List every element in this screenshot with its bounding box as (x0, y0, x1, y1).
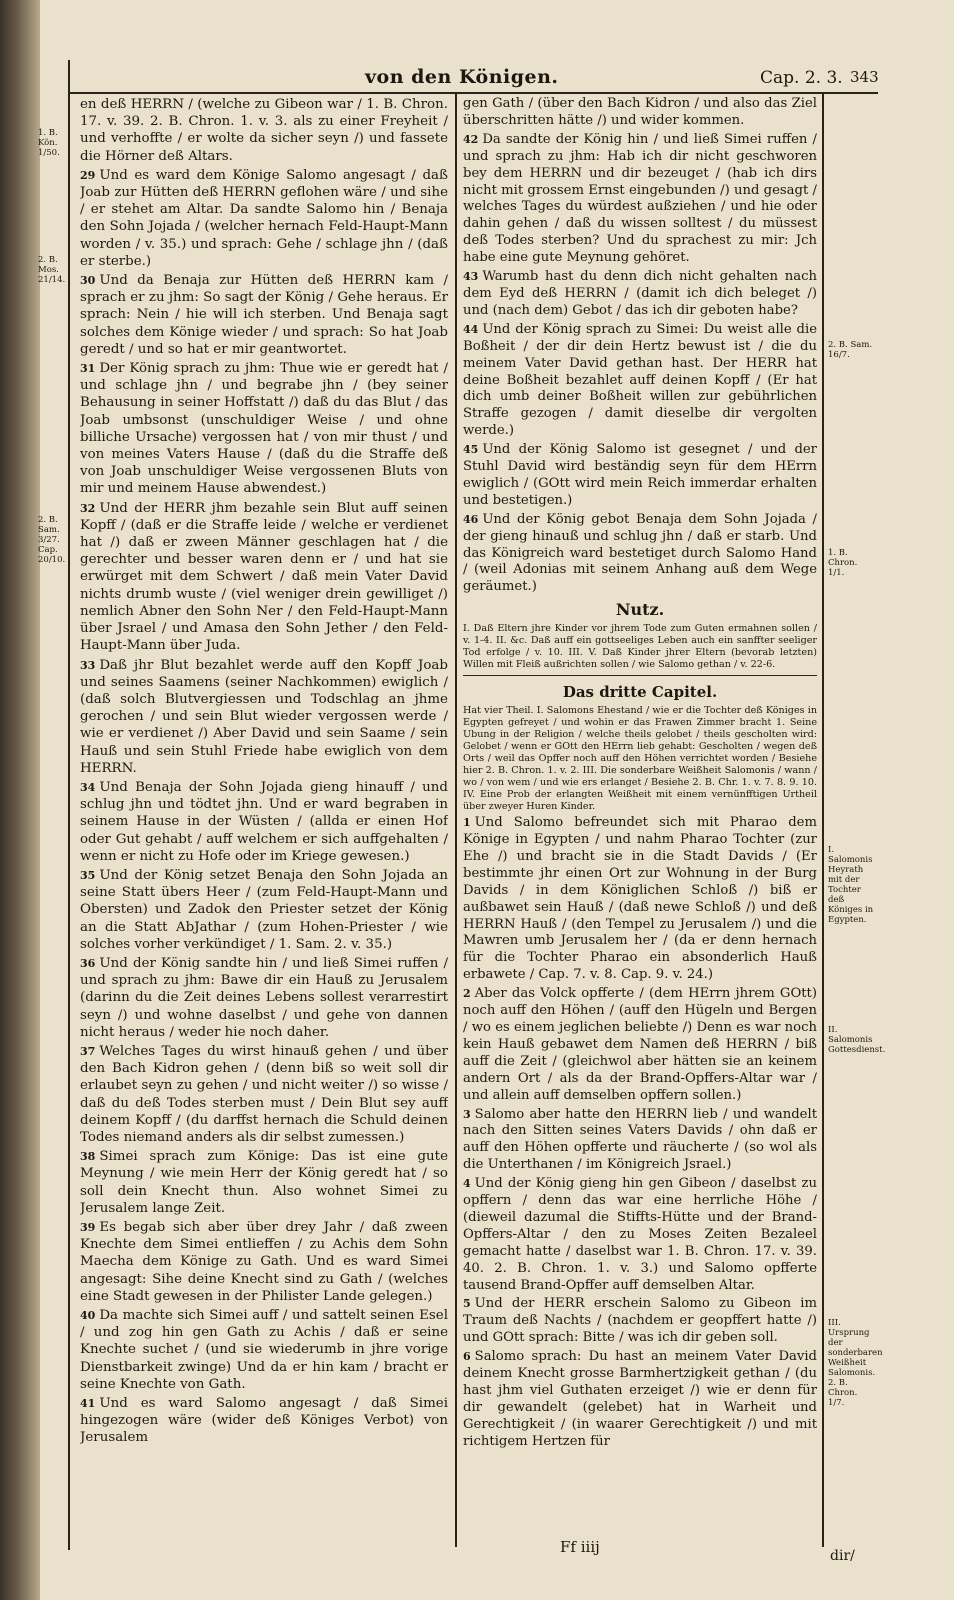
verse: 34 Und Benaja der Sohn Jojada gieng hinauff / und schlug jhn und tödtet jhn. Und er ward begraben in seinem Hause in der Wüsten / (allda er einen Hof oder Gut gehabt / auff welchem er sich auffgehalten / wenn er nicht zu Hofe oder im Kriege gewesen.) (80, 779, 448, 864)
left-column (80, 96, 448, 1546)
verse: 35 Und der König setzet Benaja den Sohn Jojada an seine Statt übers Heer / (zum Feld-Haupt-Mann und Obersten) und Zadok den Priester setzet der König an die Statt AbJathar / (zum Hohen-Priester / wie solches vorher verkündiget / 1. Sam. 2. v. 35.) (80, 867, 448, 952)
verse: 4 Und der König gieng hin gen Gibeon / daselbst zu opffern / denn das war eine herrliche Höhe / (dieweil dazumal die Stiffts-Hütte und der Brand-Opffers-Altar / den zu Moses Zeiten Bezaleel gemacht hatte / daselbst war 1. B. Chron. 17. v. 39. 40. 2. B. Chron. 1. v. 3.) und Salomo opfferte tausend Brand-Opffer auff demselben Altar. (463, 1176, 817, 1293)
verse: 29 Und es ward dem Könige Salomo angesagt / daß Joab zur Hütten deß HERRN geflohen wäre / und sihe / er stehet am Altar. Da sandte Salomo hin / Benaja den Sohn Jojada / (welcher hernach Feld-Haupt-Mann worden / v. 35.) und sprach: Gehe / schlage jhn / (daß er sterbe.) (80, 167, 448, 269)
verse: 45 Und der König Salomo ist gesegnet / und der Stuhl David wird beständig seyn für dem HErrn ewiglich / (GOtt wird mein Reich immerdar erhalten und bestetigen.) (463, 442, 817, 508)
right-margin-note: II. Salomonis Gottesdienst. (828, 1025, 886, 1055)
verse: 6 Salomo sprach: Du hast an meinem Vater David deinem Knecht grosse Barmhertzigkeit gethan / (du hast jhm viel Guthaten erzeiget /) wie er denn für dir gewandelt (gelebet) hat in Warheit und Gerechtigkeit / (in waarer Gerechtigkeit /) und mit richtigem Hertzen für (463, 1349, 817, 1449)
verse: 5 Und der HERR erschein Salomo zu Gibeon im Traum deß Nachts / (nachdem er geopffert hatte /) und GOtt sprach: Bitte / was ich dir geben soll. (463, 1296, 817, 1346)
verse: 43 Warumb hast du denn dich nicht gehalten nach dem Eyd deß HERRN / (damit ich dich beleget /) und (nach dem) Gebot / das ich dir geboten habe? (463, 269, 817, 318)
verse: 38 Simei sprach zum Könige: Das ist eine gute Meynung / wie mein Herr der König geredt hat / so soll dein Knecht thun. Also wohnet Simei zu Jerusalem lange Zeit. (80, 1149, 448, 1216)
right-margin-note: I. Salomonis Heyrath mit der Tochter deß Königes in Egypten. (828, 845, 874, 925)
nutz-text: I. Daß Eltern jhre Kinder vor jhrem Tode zum Guten ermahnen sollen / v. 1-4. II. &c. Daß auff ein gottseeliges Leben auch ein sanffter seeliger Tod erfolge / v. 10. III. V. Daß Kinder jhrer Eltern (bevorab letzten) Willen mit Fleiß außrichten sollen / wie Salomo gethan / v. 22-6. (463, 623, 817, 671)
chapter-ref: Cap. 2. 3. (760, 68, 843, 88)
nutz-heading: Nutz. (615, 600, 665, 620)
catchword: dir/ (830, 1548, 855, 1564)
verse: 42 Da sandte der König hin / und ließ Simei ruffen / und sprach zu jhm: Hab ich dir nicht geschworen bey dem HERRN und dir bezeuget / (hab ich dirs nicht mit grossem Ernst eingebunden /) und gesagt / welches Tages du würdest außziehen / und hie oder dahin gehen / daß du wissen solltest / du müssest deß Todes sterben? Und du sprachest zu mir: Jch habe eine gute Meynung gehöret. (463, 131, 817, 266)
center-rule (455, 92, 457, 1547)
page-number: 343 (850, 68, 879, 86)
verse: 1 Und Salomo befreundet sich mit Pharao dem Könige in Egypten / und nahm Pharao Tochter (zur Ehe /) und bracht sie in die Stadt Davids / (Er bestimmte jhr einen Ort zur Wohnung in der Burg Davids / in dem Königlichen Schloß /) biß er außbawet sein Hauß / (daß newe Schloß /) und deß HERRN Hauß / (den Tempel zu Jerusalem /) und die Mawren umb Jerusalem her / (da er denn hernach für die Tochter Pharao ein absonderlich Hauß erbawete / Cap. 7. v. 8. Cap. 9. v. 24.) (463, 815, 817, 983)
verse: 41 Und es ward Salomo angesagt / daß Simei hingezogen wäre (wider deß Königes Verbot) von Jerusalem (80, 1396, 448, 1446)
chapter-summary: Hat vier Theil. I. Salomons Ehestand / wie er die Tochter deß Königes in Egypten gefreyet / und wohin er das Frawen Zimmer bracht 1. Seine Ubung in der Religion / welche theils gelobet / theils gescholten wird: Gelobet / wenn er GOtt den HErrn lieb gehabt: Gescholten / wegen deß Orts / weil das Opffer noch auff den Höhen verrichtet worden / Besiehe hier 2. B. Chron. 1. v. 2. III. Die sonderbare Weißheit Salomonis / wann / wo / von wem / und wie ers erlanget / Besiehe 2. B. Chr. 1. v. 7. 8. 9. 10. IV. Eine Prob der erlangten Weißheit mit einem vernünfftigen Urtheil über zweyer Huren Kinder. (463, 705, 817, 813)
right-margin-note: 1. B. Chron. 1/1. (828, 548, 858, 578)
book-gutter (0, 0, 40, 1600)
header-rule (68, 92, 878, 94)
chapter-heading: Das dritte Capitel. (562, 683, 718, 702)
left-margin-note: 2. B. Sam. 3/27. Cap. 20/10. (38, 515, 66, 565)
verse: 44 Und der König sprach zu Simei: Du weist alle die Boßheit / der dir dein Hertz bewust ist / die du meinem Vater David gethan hast. Der HERR hat deine Boßheit bezahlet auff deinen Kopff / (Er hat dich umb deiner Boßheit willen zur gebührlichen Straffe gezogen / damit dieselbe dir vergolten werde.) (463, 321, 817, 439)
verse: 30 Und da Benaja zur Hütten deß HERRN kam / sprach er zu jhm: So sagt der König / Gehe heraus. Er sprach: Nein / hie will ich sterben. Und Benaja sagt solches dem Könige wieder / und sprach: So hat Joab geredt / und so hat er mir geantwortet. (80, 273, 448, 357)
left-margin-note: 2. B. Mos. 21/14. (38, 255, 66, 285)
running-title: von den Königen. (365, 66, 559, 88)
verse: gen Gath / (über den Bach Kidron / und also das Ziel überschritten hätte /) und wider kommen. (463, 96, 817, 128)
verse: en deß HERRN / (welche zu Gibeon war / 1. B. Chron. 17. v. 39. 2. B. Chron. 1. v. 3. als zu einer Freyheit / und verhoffte / er wolte da sicher seyn /) und fassete die Hörner deß Altars. (80, 97, 448, 164)
verse: 33 Daß jhr Blut bezahlet werde auff den Kopff Joab und seines Saamens (seiner Nachkommen) ewiglich / (daß solch Blutvergiessen und Todschlag an jhme gerochen / und sein Blut wieder vergossen werde / wie er verdienet /) Aber David und sein Saame / sein Hauß und sein Stuhl Friede habe ewiglich von dem HERRN. (80, 657, 448, 776)
verse: 36 Und der König sandte hin / und ließ Simei ruffen / und sprach zu jhm: Bawe dir ein Hauß zu Jerusalem (darinn du die Zeit deines Lebens sollest verarrestirt seyn /) und wohne daselbst / und gehe von dannen nicht heraus / weder hie noch daher. (80, 955, 448, 1040)
signature-mark: Ff iiij (560, 1538, 600, 1556)
right-margin-note: III. Ursprung der sonderbaren Weißheit Salomonis. 2. B. Chron. 1/7. (828, 1318, 883, 1408)
verse: 3 Salomo aber hatte den HERRN lieb / und wandelt nach den Sitten seines Vaters Davids / ohn daß er auff den Höhen opfferte und räucherte / (so wol als die Unterthanen / im Königreich Jsrael.) (463, 1106, 817, 1173)
verse: 46 Und der König gebot Benaja dem Sohn Jojada / der gieng hinauß und schlug jhn / daß er starb. Und das Königreich ward bestetiget durch Salomo Hand / (weil Adonias mit seinem Anhang auß dem Wege geräumet.) (463, 511, 817, 595)
verse: 40 Da machte sich Simei auff / und sattelt seinen Esel / und zog hin gen Gath zu Achis / daß er seine Knechte suchet / (und sie wiederumb in jhre vorige Dienstbarkeit zwinge) Und da er hin kam / bracht er seine Knechte von Gath. (80, 1308, 448, 1392)
verse: 37 Welches Tages du wirst hinauß gehen / und über den Bach Kidron gehen / (denn biß so weit soll dir erlaubet seyn zu gehen / und nicht weiter /) so wisse / daß du deß Todes sterben must / Dein Blut sey auff deinem Kopff / (du darffst hernach die Schuld deinen Todes niemand anders als dir selbst zumessen.) (80, 1043, 448, 1145)
verse: 31 Der König sprach zu jhm: Thue wie er geredt hat / und schlage jhn / und begrabe jhn / (bey seiner Behausung in seiner Hoffstatt /) daß du das Blut / das Joab umbsonst (unschuldiger Weise / und ohne billiche Ursache) vergossen hat / von mir thust / und von meines Vaters Hause / (daß du die Straffe deß von Joab unschuldiger Weise vergossenen Bluts von mir und meinem Hause abwendest.) (80, 361, 448, 497)
verse: 39 Es begab sich aber über drey Jahr / daß zween Knechte dem Simei entlieffen / zu Achis dem Sohn Maecha dem Könige zu Gath. Und es ward Simei angesagt: Sihe deine Knecht sind zu Gath / (welches eine Stadt gewesen in der Philister Lande gelegen.) (80, 1220, 448, 1304)
verse: 32 Und der HERR jhm bezahle sein Blut auff seinen Kopff / (daß er die Straffe leide / welche er verdienet hat /) daß er zween Männer geschlagen hat / die gerechter und besser waren denn er / und hat sie erwürget mit dem Schwert / daß mein Vater David nichts drumb wuste / (viel weniger drein gewilliget /) nemlich Abner den Sohn Ner / den Feld-Haupt-Mann über Jsrael / und Amasa den Sohn Jether / den Feld-Haupt-Mann über Juda. (80, 500, 448, 654)
right-frame-rule (822, 92, 824, 1547)
right-margin-note: 2. B. Sam. 16/7. (828, 340, 873, 360)
verse: 2 Aber das Volck opfferte / (dem HErrn jhrem GOtt) noch auff den Höhen / (auff den Hügeln und Bergen / wo es einem jeglichen beliebte /) Denn es war noch kein Hauß gebawet dem Namen deß HERRN / biß auff die Zeit / (gleichwol aber hätten sie an keinem andern Ort / als da der Brand-Opffers-Altar war / und allein auff demselben opffern sollen.) (463, 986, 817, 1103)
left-frame-rule (68, 60, 70, 1550)
running-header (70, 66, 884, 92)
left-margin-note: 1. B. Kön. 1/50. (38, 128, 60, 158)
right-column (463, 96, 817, 1546)
